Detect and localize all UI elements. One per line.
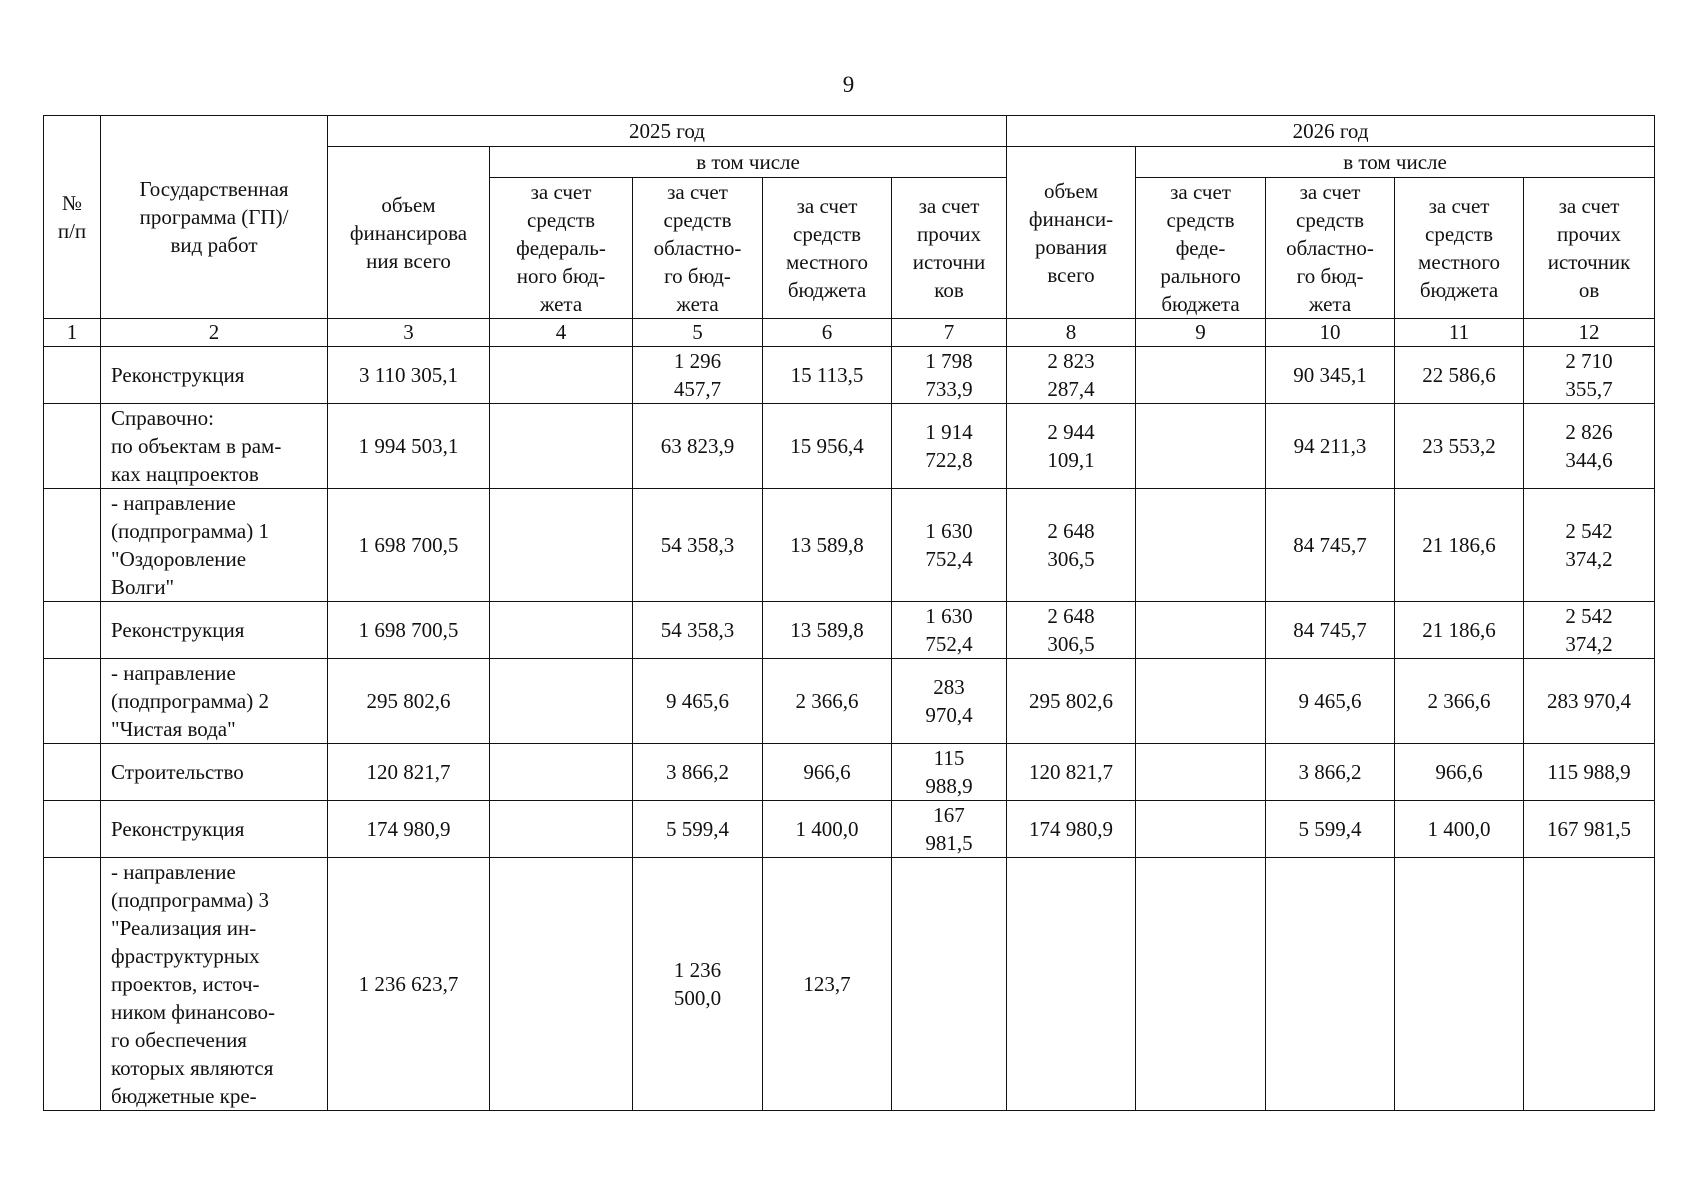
value-cell: 9 465,6 (633, 659, 763, 744)
column-number: 1 (44, 319, 101, 347)
row-number-cell (44, 489, 101, 602)
value-cell: 1 914 722,8 (892, 404, 1007, 489)
header-regional-2025: за счет средств областно- го бюд- жета (633, 178, 763, 319)
header-total-2026: объем финанси- рования всего (1007, 147, 1136, 319)
value-cell: 283 970,4 (892, 659, 1007, 744)
value-cell: 3 866,2 (633, 744, 763, 801)
row-number-cell (44, 801, 101, 858)
value-cell: 2 542 374,2 (1524, 489, 1655, 602)
header-federal-2025: за счет средств федераль- ного бюд- жета (490, 178, 633, 319)
table-row (44, 744, 1655, 801)
value-cell: 15 956,4 (763, 404, 892, 489)
value-cell: 90 345,1 (1266, 347, 1395, 404)
value-cell: 174 980,9 (1007, 801, 1136, 858)
value-cell (1395, 858, 1524, 1111)
header-regional-2026: за счет средств областно- го бюд- жета (1266, 178, 1395, 319)
value-cell: 84 745,7 (1266, 489, 1395, 602)
value-cell: 120 821,7 (1007, 744, 1136, 801)
header-federal-2026: за счет средств феде- рального бюджета (1136, 178, 1266, 319)
column-number: 4 (490, 319, 633, 347)
header-num: № п/п (44, 116, 101, 319)
value-cell: 13 589,8 (763, 489, 892, 602)
table-row (44, 801, 1655, 858)
header-local-2026: за счет средств местного бюджета (1395, 178, 1524, 319)
value-cell: 295 802,6 (1007, 659, 1136, 744)
value-cell: 167 981,5 (892, 801, 1007, 858)
table-row (44, 602, 1655, 659)
value-cell: 54 358,3 (633, 602, 763, 659)
row-name-cell: Реконструкция (101, 801, 328, 858)
header-row-years (44, 116, 1655, 147)
row-name-cell: - направление (подпрограмма) 1 "Оздоровление Волги" (101, 489, 328, 602)
value-cell (490, 801, 633, 858)
column-number: 12 (1524, 319, 1655, 347)
value-cell: 966,6 (763, 744, 892, 801)
header-including-2026: в том числе (1136, 147, 1655, 178)
header-including-2025: в том числе (490, 147, 1007, 178)
column-number: 2 (101, 319, 328, 347)
value-cell: 1 698 700,5 (328, 489, 490, 602)
row-name-cell: - направление (подпрограмма) 2 "Чистая вода" (101, 659, 328, 744)
value-cell: 295 802,6 (328, 659, 490, 744)
value-cell (1136, 404, 1266, 489)
value-cell: 5 599,4 (1266, 801, 1395, 858)
value-cell (490, 858, 633, 1111)
column-number: 9 (1136, 319, 1266, 347)
row-name-cell: - направление (подпрограмма) 3 "Реализация ин- фраструктурных проектов, источ- ником финансово- го обеспечения которых являются бюджетные кре- (101, 858, 328, 1111)
value-cell: 23 553,2 (1395, 404, 1524, 489)
value-cell: 2 648 306,5 (1007, 602, 1136, 659)
value-cell: 1 400,0 (1395, 801, 1524, 858)
table-body (44, 347, 1655, 1111)
value-cell (490, 744, 633, 801)
header-other-2025: за счет прочих источни ков (892, 178, 1007, 319)
value-cell: 9 465,6 (1266, 659, 1395, 744)
value-cell (490, 602, 633, 659)
column-number: 8 (1007, 319, 1136, 347)
value-cell: 1 630 752,4 (892, 489, 1007, 602)
value-cell (490, 347, 633, 404)
table-row (44, 659, 1655, 744)
value-cell: 3 866,2 (1266, 744, 1395, 801)
value-cell: 2 944 109,1 (1007, 404, 1136, 489)
value-cell: 167 981,5 (1524, 801, 1655, 858)
value-cell: 2 366,6 (763, 659, 892, 744)
value-cell: 1 400,0 (763, 801, 892, 858)
value-cell (490, 659, 633, 744)
row-number-cell (44, 858, 101, 1111)
header-year-2026: 2026 год (1007, 116, 1655, 147)
value-cell: 2 710 355,7 (1524, 347, 1655, 404)
value-cell: 1 698 700,5 (328, 602, 490, 659)
value-cell: 54 358,3 (633, 489, 763, 602)
value-cell: 3 110 305,1 (328, 347, 490, 404)
header-program: Государственная программа (ГП)/ вид работ (101, 116, 328, 319)
column-number: 11 (1395, 319, 1524, 347)
row-name-cell: Реконструкция (101, 347, 328, 404)
value-cell (1524, 858, 1655, 1111)
value-cell: 115 988,9 (892, 744, 1007, 801)
table-row (44, 858, 1655, 1111)
value-cell: 174 980,9 (328, 801, 490, 858)
financing-table (43, 115, 1655, 1111)
header-other-2026: за счет прочих источник ов (1524, 178, 1655, 319)
value-cell: 2 823 287,4 (1007, 347, 1136, 404)
value-cell: 1 994 503,1 (328, 404, 490, 489)
value-cell: 22 586,6 (1395, 347, 1524, 404)
value-cell (490, 489, 633, 602)
value-cell: 283 970,4 (1524, 659, 1655, 744)
value-cell: 1 798 733,9 (892, 347, 1007, 404)
value-cell: 2 366,6 (1395, 659, 1524, 744)
header-year-2025: 2025 год (328, 116, 1007, 147)
page-number: 9 (842, 72, 855, 97)
column-number: 7 (892, 319, 1007, 347)
value-cell: 63 823,9 (633, 404, 763, 489)
value-cell: 120 821,7 (328, 744, 490, 801)
value-cell: 1 236 500,0 (633, 858, 763, 1111)
value-cell (892, 858, 1007, 1111)
table-row (44, 489, 1655, 602)
table-row (44, 404, 1655, 489)
value-cell: 123,7 (763, 858, 892, 1111)
value-cell (1136, 744, 1266, 801)
value-cell (490, 404, 633, 489)
value-cell: 21 186,6 (1395, 489, 1524, 602)
column-number: 5 (633, 319, 763, 347)
value-cell (1136, 659, 1266, 744)
row-name-cell: Справочно: по объектам в рам- ках нацпроектов (101, 404, 328, 489)
value-cell (1136, 858, 1266, 1111)
value-cell: 1 296 457,7 (633, 347, 763, 404)
column-number: 3 (328, 319, 490, 347)
value-cell: 84 745,7 (1266, 602, 1395, 659)
value-cell (1136, 801, 1266, 858)
value-cell: 21 186,6 (1395, 602, 1524, 659)
value-cell (1136, 602, 1266, 659)
row-number-cell (44, 347, 101, 404)
value-cell (1266, 858, 1395, 1111)
value-cell: 115 988,9 (1524, 744, 1655, 801)
value-cell (1007, 858, 1136, 1111)
table-row (44, 347, 1655, 404)
column-numbers-row (44, 319, 1655, 347)
value-cell: 2 648 306,5 (1007, 489, 1136, 602)
row-number-cell (44, 404, 101, 489)
row-number-cell (44, 744, 101, 801)
row-name-cell: Строительство (101, 744, 328, 801)
value-cell: 13 589,8 (763, 602, 892, 659)
header-total-2025: объем финансирова ния всего (328, 147, 490, 319)
row-name-cell: Реконструкция (101, 602, 328, 659)
value-cell: 2 542 374,2 (1524, 602, 1655, 659)
value-cell: 1 236 623,7 (328, 858, 490, 1111)
row-number-cell (44, 602, 101, 659)
column-number: 6 (763, 319, 892, 347)
value-cell: 1 630 752,4 (892, 602, 1007, 659)
value-cell: 966,6 (1395, 744, 1524, 801)
value-cell (1136, 347, 1266, 404)
row-number-cell (44, 659, 101, 744)
header-local-2025: за счет средств местного бюджета (763, 178, 892, 319)
column-number: 10 (1266, 319, 1395, 347)
value-cell: 5 599,4 (633, 801, 763, 858)
value-cell: 2 826 344,6 (1524, 404, 1655, 489)
value-cell (1136, 489, 1266, 602)
value-cell: 15 113,5 (763, 347, 892, 404)
value-cell: 94 211,3 (1266, 404, 1395, 489)
